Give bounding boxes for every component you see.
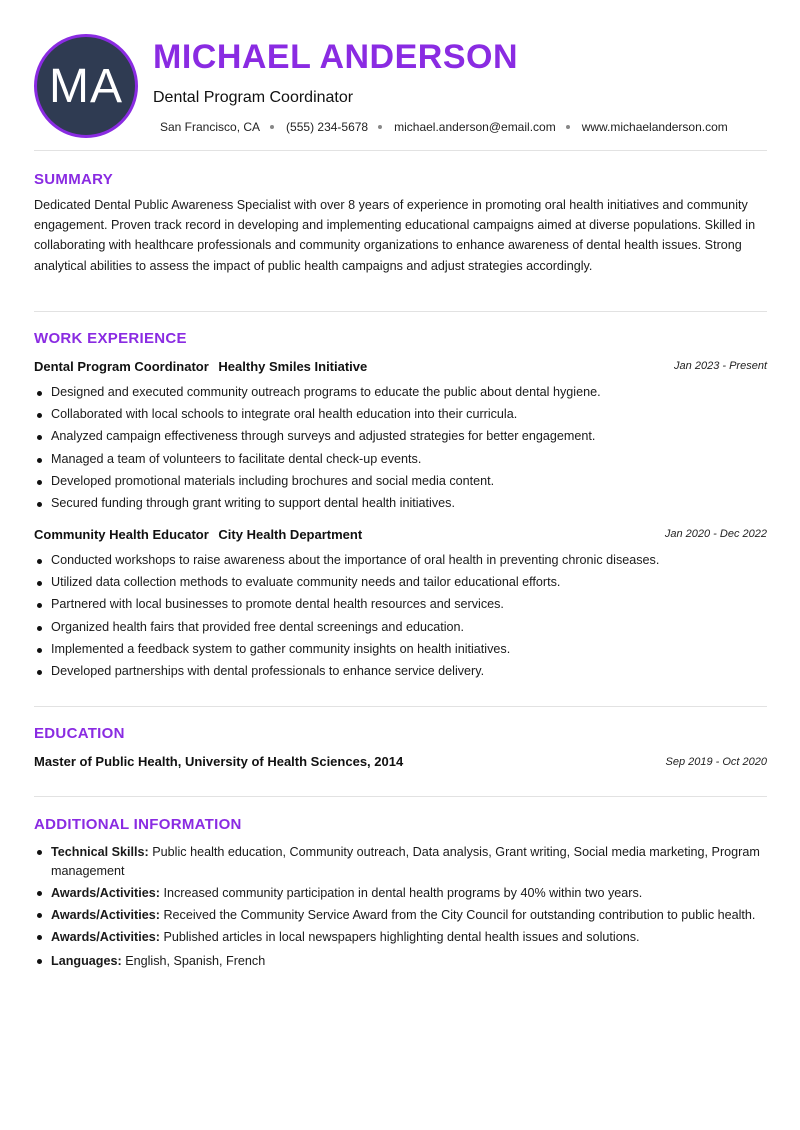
contact-email[interactable]: michael.anderson@email.com <box>394 120 556 134</box>
list-item: Utilized data collection methods to evaluate community needs and tailor educational efforts. <box>34 575 767 590</box>
list-item <box>34 928 767 947</box>
job-header <box>34 359 767 374</box>
section-divider <box>34 311 767 312</box>
job-dates: Jan 2020 - Dec 2022 <box>664 528 767 540</box>
list-item: Secured funding through grant writing to support dental health initiatives. <box>34 496 767 511</box>
additional-list <box>34 843 767 974</box>
job-bullets <box>34 553 767 686</box>
job-bullets <box>34 385 767 518</box>
list-item <box>34 952 767 971</box>
job-header <box>34 527 767 542</box>
separator-dot <box>566 125 570 129</box>
contact-phone: (555) 234-5678 <box>286 120 369 134</box>
list-item: Partnered with local businesses to promote dental health resources and services. <box>34 597 767 612</box>
job-dates: Jan 2023 - Present <box>674 360 767 372</box>
info-label: Awards/Activities: <box>51 886 160 900</box>
education-degree: Master of Public Health, University of Health Sciences, 2014 <box>34 754 404 769</box>
contact-location: San Francisco, CA <box>160 120 261 134</box>
job-role: Community Health Educator <box>34 527 209 542</box>
info-label: Languages: <box>51 954 122 968</box>
avatar-initials: MA <box>49 59 123 113</box>
info-text: Increased community participation in dental health programs by 40% within two years. <box>163 886 643 900</box>
info-text: Published articles in local newspapers highlighting dental health issues and solutions. <box>163 930 640 944</box>
separator-dot <box>378 125 382 129</box>
list-item <box>34 843 767 881</box>
job-company: City Health Department <box>218 527 363 542</box>
separator-dot <box>270 125 274 129</box>
section-divider <box>34 706 767 707</box>
job-role: Dental Program Coordinator <box>34 359 209 374</box>
list-item: Designed and executed community outreach programs to educate the public about dental hygiene. <box>34 385 767 400</box>
list-item: Developed promotional materials including brochures and social media content. <box>34 474 767 489</box>
candidate-title: Dental Program Coordinator <box>153 89 354 106</box>
list-item <box>34 906 767 925</box>
summary-heading: SUMMARY <box>34 171 114 188</box>
education-entry <box>34 754 767 769</box>
section-divider <box>34 150 767 151</box>
education-dates: Sep 2019 - Oct 2020 <box>665 756 767 768</box>
list-item: Developed partnerships with dental professionals to enhance service delivery. <box>34 664 767 679</box>
contact-line <box>160 120 728 134</box>
education-heading: EDUCATION <box>34 725 125 742</box>
summary-text: Dedicated Dental Public Awareness Specialist with over 8 years of experience in promoting oral health initiatives and community engagement. Proven track record in developing and implementing educational campaigns aimed at diverse populations. Skilled in collaborating with healthcare professionals and community organizations to enhance awareness of dental health issues. Strong analytical abilities to assess the impact of public health campaigns and adjust strategies accordingly. <box>34 198 756 273</box>
experience-heading: WORK EXPERIENCE <box>34 330 187 347</box>
list-item: Implemented a feedback system to gather community insights on health initiatives. <box>34 642 767 657</box>
info-label: Awards/Activities: <box>51 908 160 922</box>
list-item: Managed a team of volunteers to facilitate dental check-up events. <box>34 452 767 467</box>
additional-heading: ADDITIONAL INFORMATION <box>34 816 242 833</box>
info-text: Public health education, Community outreach, Data analysis, Grant writing, Social media marketing, Program management <box>51 845 760 878</box>
info-label: Awards/Activities: <box>51 930 160 944</box>
job-company: Healthy Smiles Initiative <box>218 359 368 374</box>
list-item: Analyzed campaign effectiveness through surveys and adjusted strategies for better engagement. <box>34 429 767 444</box>
info-label: Technical Skills: <box>51 845 149 859</box>
resume-header <box>0 0 800 150</box>
info-text: Received the Community Service Award from the City Council for outstanding contribution to public health. <box>163 908 756 922</box>
list-item: Organized health fairs that provided free dental screenings and education. <box>34 620 767 635</box>
list-item <box>34 884 767 903</box>
section-divider <box>34 796 767 797</box>
info-text: English, Spanish, French <box>125 954 266 968</box>
list-item: Conducted workshops to raise awareness about the importance of oral health in preventing chronic diseases. <box>34 553 767 568</box>
contact-website[interactable]: www.michaelanderson.com <box>581 120 728 134</box>
candidate-name: MICHAEL ANDERSON <box>153 38 519 76</box>
list-item: Collaborated with local schools to integrate oral health education into their curricula. <box>34 407 767 422</box>
avatar <box>34 34 138 138</box>
